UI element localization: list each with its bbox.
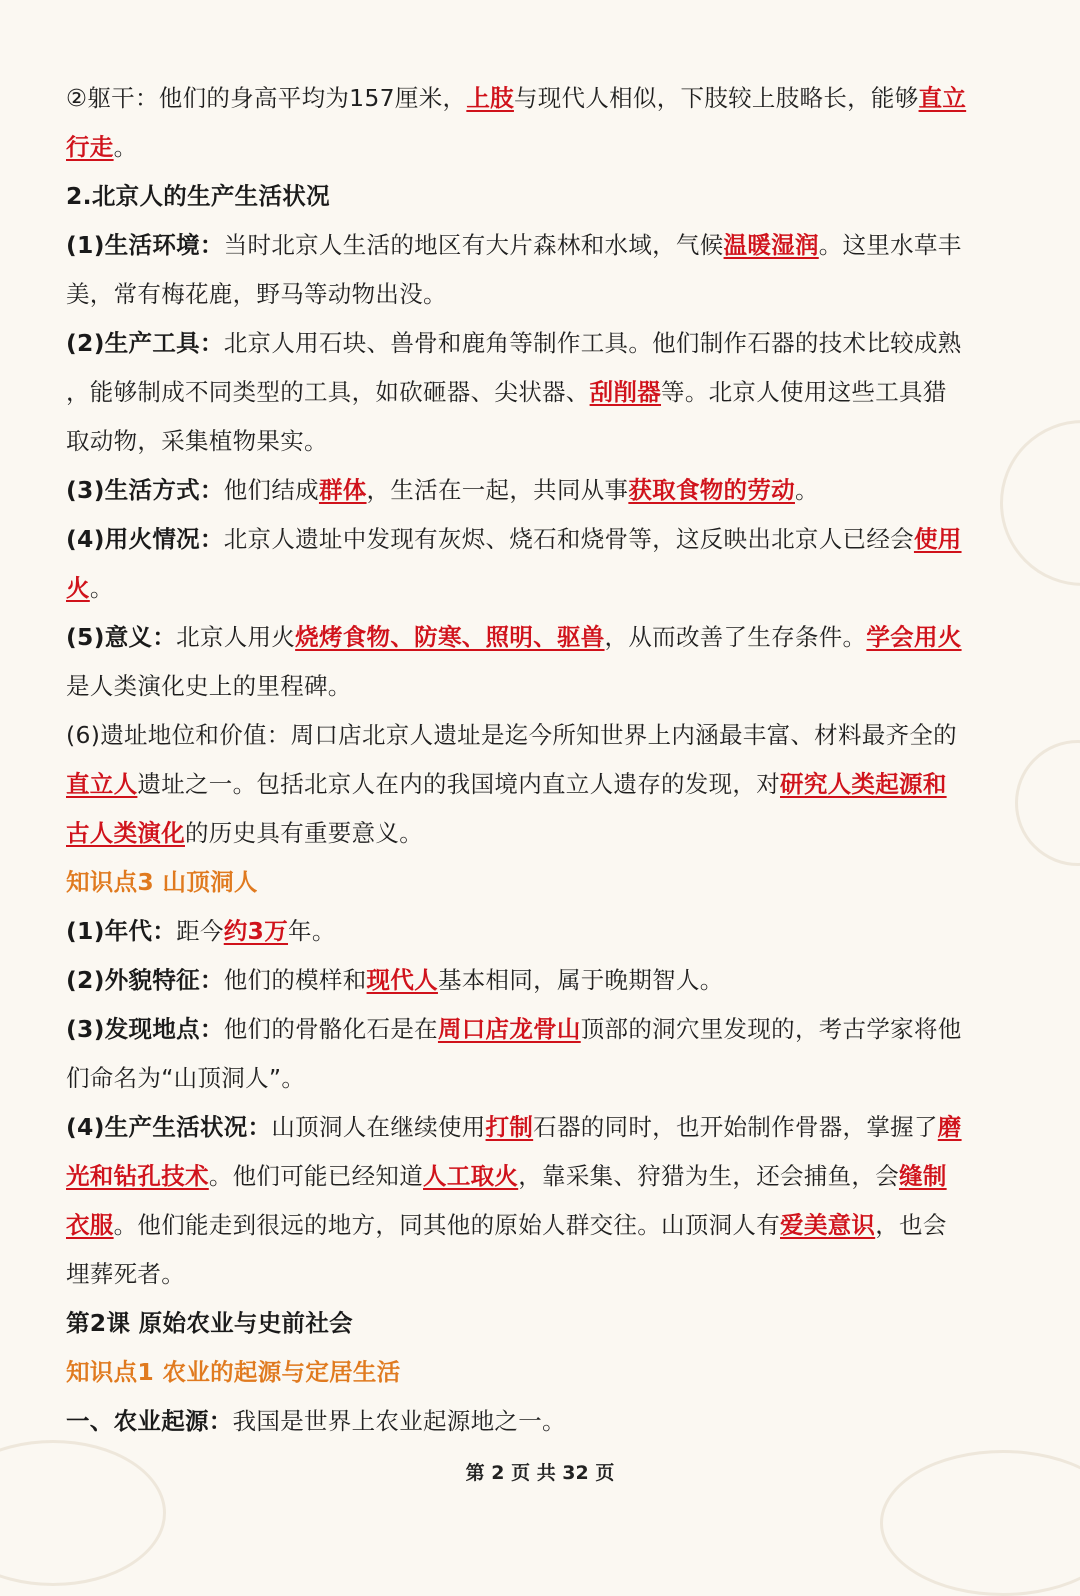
text-segment: ，能够制成不同类型的工具，如砍砸器、尖状器、 xyxy=(66,378,590,406)
text-line xyxy=(66,1299,1016,1348)
text-line xyxy=(66,221,1016,270)
text-line xyxy=(66,123,1016,172)
key-term: 烧烤食物、防寒、照明、驱兽 xyxy=(295,623,605,651)
text-line xyxy=(66,515,1016,564)
key-term: 行走 xyxy=(66,133,114,161)
text-line xyxy=(66,858,1016,907)
text-line xyxy=(66,319,1016,368)
text-line xyxy=(66,711,1016,760)
field-label: (5)意义： xyxy=(66,623,177,651)
key-term: 约3万 xyxy=(223,917,289,945)
text-segment: 是人类演化史上的里程碑。 xyxy=(66,672,352,700)
key-term: 群体 xyxy=(318,476,367,504)
key-term: 使用 xyxy=(913,525,962,553)
text-segment: 我国是世界上农业起源地之一。 xyxy=(232,1407,566,1435)
text-segment: 北京人用火 xyxy=(176,623,296,651)
text-line xyxy=(66,956,1016,1005)
key-term: 古人类演化 xyxy=(66,819,185,847)
text-line xyxy=(66,907,1016,956)
field-label: (2)外貌特征： xyxy=(66,966,224,994)
key-term: 获取食物的劳动 xyxy=(628,476,795,504)
text-segment: ，生活在一起，共同从事 xyxy=(366,476,629,504)
field-label: (3)生活方式： xyxy=(66,476,224,504)
text-segment: 取动物，采集植物果实。 xyxy=(66,427,328,455)
key-term: 磨 xyxy=(937,1113,962,1141)
text-segment: 基本相同，属于晚期智人。 xyxy=(437,966,724,994)
text-segment: 。 xyxy=(794,476,819,504)
text-line xyxy=(66,1103,1016,1152)
key-term: 学会用火 xyxy=(866,623,962,651)
key-term: 刮削器 xyxy=(589,378,662,406)
text-segment: 埋葬死者。 xyxy=(66,1260,185,1288)
text-segment: 遗址之一。包括北京人在内的我国境内直立人遗存的发现，对 xyxy=(137,770,781,798)
key-term: 火 xyxy=(66,574,90,602)
text-segment: ，也会 xyxy=(875,1211,947,1239)
field-label: (3)发现地点： xyxy=(66,1015,224,1043)
knowledge-point-heading: 知识点3 山顶洞人 xyxy=(66,868,258,896)
text-line xyxy=(66,809,1016,858)
text-segment: 山顶洞人在继续使用 xyxy=(271,1113,486,1141)
text-segment: 。 xyxy=(113,133,138,161)
text-line xyxy=(66,1250,1016,1299)
key-term: 缝制 xyxy=(899,1162,947,1190)
field-label: (1)年代： xyxy=(66,917,177,945)
text-segment: (6)遗址地位和价值：周口店北京人遗址是迄今所知世界上内涵最丰富、材料最齐全的 xyxy=(66,721,957,749)
key-term: 温暖湿润 xyxy=(723,231,819,259)
text-line xyxy=(66,466,1016,515)
field-label: (1)生活环境： xyxy=(66,231,224,259)
background-cloud-decoration xyxy=(1015,740,1080,866)
text-line xyxy=(66,74,1016,123)
key-term: 上肢 xyxy=(466,84,514,112)
text-line xyxy=(66,662,1016,711)
text-line xyxy=(66,417,1016,466)
text-line xyxy=(66,1348,1016,1397)
text-segment: ，从而改善了生存条件。 xyxy=(604,623,867,651)
field-label: 一、农业起源： xyxy=(66,1407,233,1435)
text-segment: 的历史具有重要意义。 xyxy=(185,819,423,847)
key-term: 光和钻孔技术 xyxy=(66,1162,209,1190)
key-term: 直立 xyxy=(918,84,967,112)
text-segment: 距今 xyxy=(176,917,224,945)
text-segment: 等。北京人使用这些工具猎 xyxy=(661,378,947,406)
text-segment: 。 xyxy=(89,574,114,602)
key-term: 直立人 xyxy=(66,770,138,798)
text-line xyxy=(66,1201,1016,1250)
text-segment: 们命名为“山顶洞人”。 xyxy=(66,1064,306,1092)
text-line xyxy=(66,1054,1016,1103)
text-segment: 顶部的洞穴里发现的，考古学家将他 xyxy=(580,1015,962,1043)
text-segment: 北京人用石块、兽骨和鹿角等制作工具。他们制作石器的技术比较成熟 xyxy=(223,329,962,357)
key-term: 打制 xyxy=(485,1113,534,1141)
text-line xyxy=(66,368,1016,417)
text-line xyxy=(66,1005,1016,1054)
key-term: 现代人 xyxy=(366,966,438,994)
knowledge-point-heading: 知识点1 农业的起源与定居生活 xyxy=(66,1358,401,1386)
text-segment: 北京人遗址中发现有灰烬、烧石和烧骨等，这反映出北京人已经会 xyxy=(223,525,914,553)
text-segment: ，靠采集、狩猎为生，还会捕鱼，会 xyxy=(518,1162,900,1190)
text-segment: 。他们能走到很远的地方，同其他的原始人群交往。山顶洞人有 xyxy=(113,1211,781,1239)
key-term: 爱美意识 xyxy=(780,1211,876,1239)
page-number-footer: 第 2 页 共 32 页 xyxy=(465,1462,615,1484)
text-line xyxy=(66,1397,1016,1446)
section-heading: 2.北京人的生产生活状况 xyxy=(66,182,330,210)
document-body xyxy=(66,74,1016,1446)
text-segment: 。这里水草丰 xyxy=(818,231,962,259)
key-term: 衣服 xyxy=(66,1211,114,1239)
text-segment: 石器的同时，也开始制作骨器，掌握了 xyxy=(533,1113,938,1141)
text-segment: 。他们可能已经知道 xyxy=(208,1162,424,1190)
section-heading: 第2课 原始农业与史前社会 xyxy=(66,1309,353,1337)
text-segment: 年。 xyxy=(288,917,336,945)
text-segment: 美，常有梅花鹿，野马等动物出没。 xyxy=(66,280,447,308)
field-label: (4)用火情况： xyxy=(66,525,224,553)
text-line xyxy=(66,564,1016,613)
key-term: 人工取火 xyxy=(423,1162,519,1190)
text-line xyxy=(66,760,1016,809)
text-segment: 他们结成 xyxy=(223,476,319,504)
text-segment: 当时北京人生活的地区有大片森林和水域，气候 xyxy=(223,231,724,259)
text-line xyxy=(66,613,1016,662)
key-term: 研究人类起源和 xyxy=(780,770,947,798)
text-segment: ②躯干：他们的身高平均为157厘米， xyxy=(66,84,467,112)
field-label: (2)生产工具： xyxy=(66,329,224,357)
text-line xyxy=(66,1152,1016,1201)
field-label: (4)生产生活状况： xyxy=(66,1113,272,1141)
key-term: 周口店龙骨山 xyxy=(437,1015,581,1043)
text-line xyxy=(66,172,1016,221)
text-segment: 他们的骨骼化石是在 xyxy=(223,1015,438,1043)
text-segment: 他们的模样和 xyxy=(223,966,367,994)
text-line xyxy=(66,270,1016,319)
text-segment: 与现代人相似，下肢较上肢略长，能够 xyxy=(513,84,919,112)
